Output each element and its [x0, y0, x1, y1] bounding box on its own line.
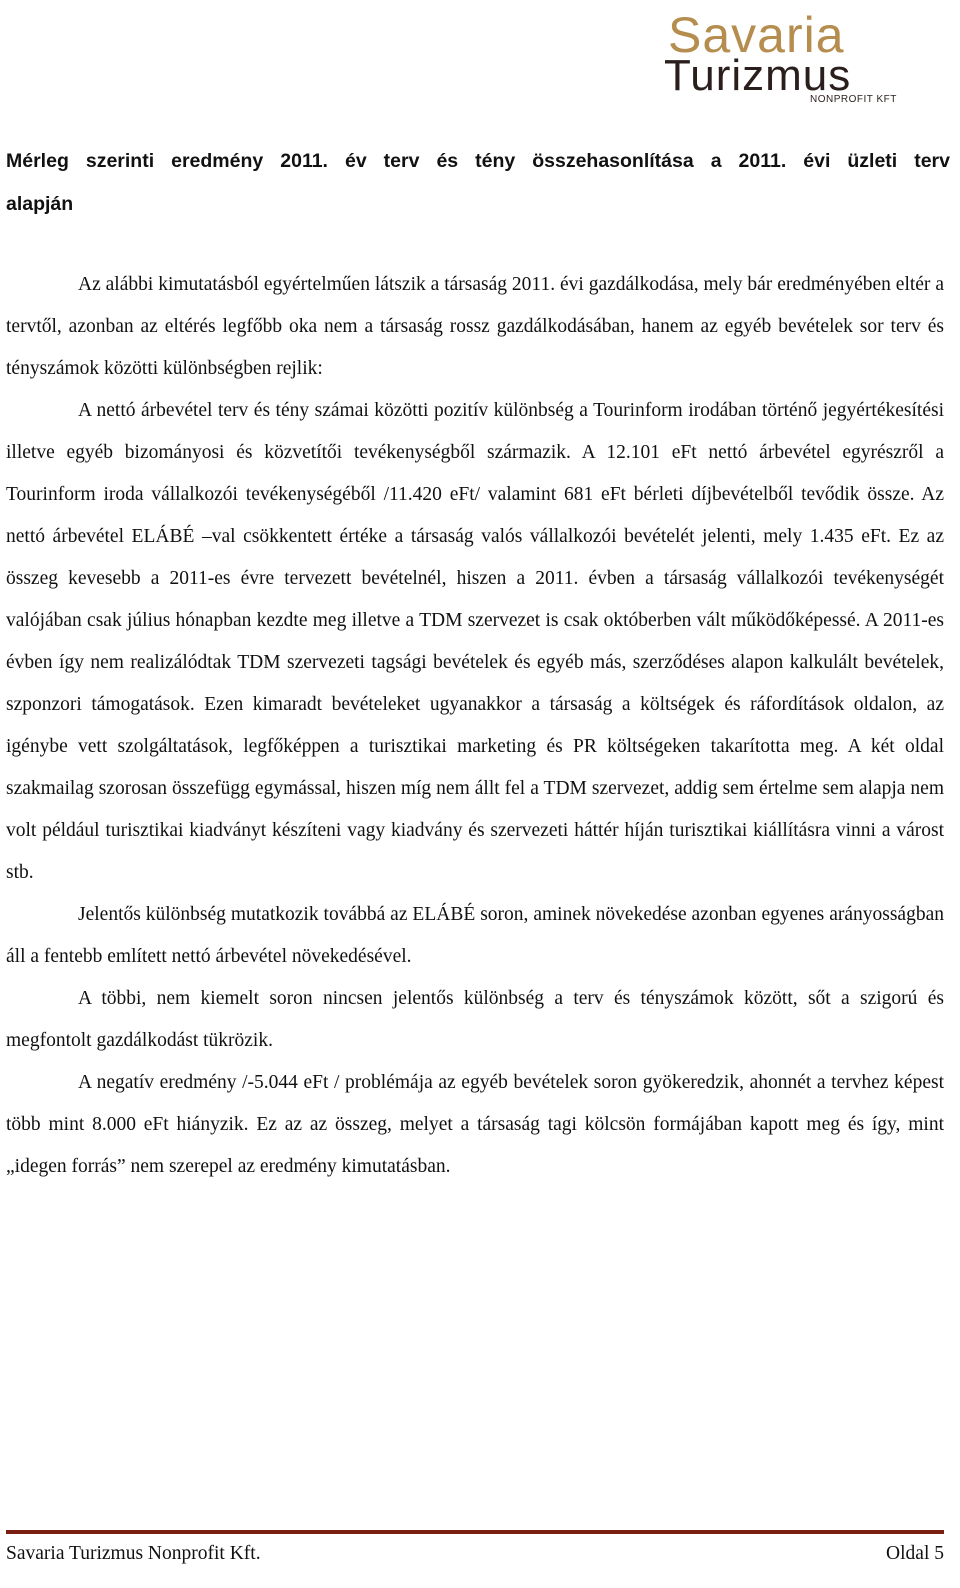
footer-company: Savaria Turizmus Nonprofit Kft. — [6, 1543, 261, 1564]
paragraph-other-rows: A többi, nem kiemelt soron nincsen jelentős különbség a terv és tényszámok között, sőt a szigorú és megfontolt gazdálkodást tükrözik. — [6, 988, 944, 1051]
logo-word-savaria: Savaria — [668, 7, 845, 63]
paragraph-negative-result: A negatív eredmény /-5.044 eFt / problémája az egyéb bevételek soron gyökeredzik, ahonnét a tervhez képest több mint 8.000 eFt hiányzik. Ez az az összeg, melyet a társaság tagi kölcsön formájában kapott meg és így, mint „idegen forrás” nem szerepel az eredmény kimutatásban. — [6, 1072, 944, 1177]
heading-line-2: alapján — [6, 193, 74, 215]
footer-page-number: Oldal 5 — [886, 1543, 944, 1564]
paragraph-intro: Az alábbi kimutatásból egyértelműen látszik a társaság 2011. évi gazdálkodása, mely bár eredményében eltér a tervtől, azonban az eltérés legfőbb oka nem a társaság rossz gazdálkodásában, hanem az egyéb bevételek sor terv és tényszámok közötti különbségben rejlik: — [6, 274, 944, 379]
logo-word-turizmus: Turizmus — [664, 51, 852, 100]
section-heading — [6, 140, 950, 226]
paragraph-elabe: Jelentős különbség mutatkozik továbbá az ELÁBÉ soron, aminek növekedése azonban egyenes arányosságban áll a fentebb említett nettó árbevétel növekedésével. — [6, 904, 944, 967]
company-logo — [660, 6, 940, 104]
document-body — [6, 264, 944, 1188]
paragraph-revenue: A nettó árbevétel terv és tény számai közötti pozitív különbség a Tourinform irodában történő jegyértékesítési illetve egyéb bizományosi és közvetítői tevékenységből származik. A 12.101 eFt nettó árbevétel egyrészről a Tourinform iroda vállalkozói tevékenységéből /11.420 eFt/ valamint 681 eFt bérleti díjbevételből tevődik össze. Az nettó árbevétel ELÁBÉ –val csökkentett értéke a társaság valós vállalkozói bevételét jelenti, mely 1.435 eFt. Ez az összeg kevesebb a 2011-es évre tervezett bevételnél, hiszen a 2011. évben a társaság vállalkozói tevékenységét valójában csak július hónapban kezdte meg illetve a TDM szervezet is csak októberben vált működőképessé. A 2011-es évben így nem realizálódtak TDM szervezeti tagsági bevételek és egyéb más, szerződéses alapon kalkulált bevételek, szponzori támogatások. Ezen kimaradt bevételeket ugyanakkor a társaság a költségek és ráfordítások oldalon, az igénybe vett szolgáltatások, legfőképpen a turisztikai marketing és PR költségeken takarította meg. A két oldal szakmailag szorosan összefügg egymással, hiszen míg nem állt fel a TDM szervezet, addig sem értelme sem alapja nem volt például turisztikai kiadványt készíteni vagy kiadvány és szervezeti háttér híján turisztikai kiállításra vinni a várost stb. — [6, 400, 944, 883]
logo-word-nonprofit: NONPROFIT KFT — [810, 94, 897, 104]
heading-line-1: Mérleg szerinti eredmény 2011. év terv és tény összehasonlítása a 2011. évi üzleti terv — [6, 150, 950, 172]
footer-divider — [6, 1530, 944, 1534]
